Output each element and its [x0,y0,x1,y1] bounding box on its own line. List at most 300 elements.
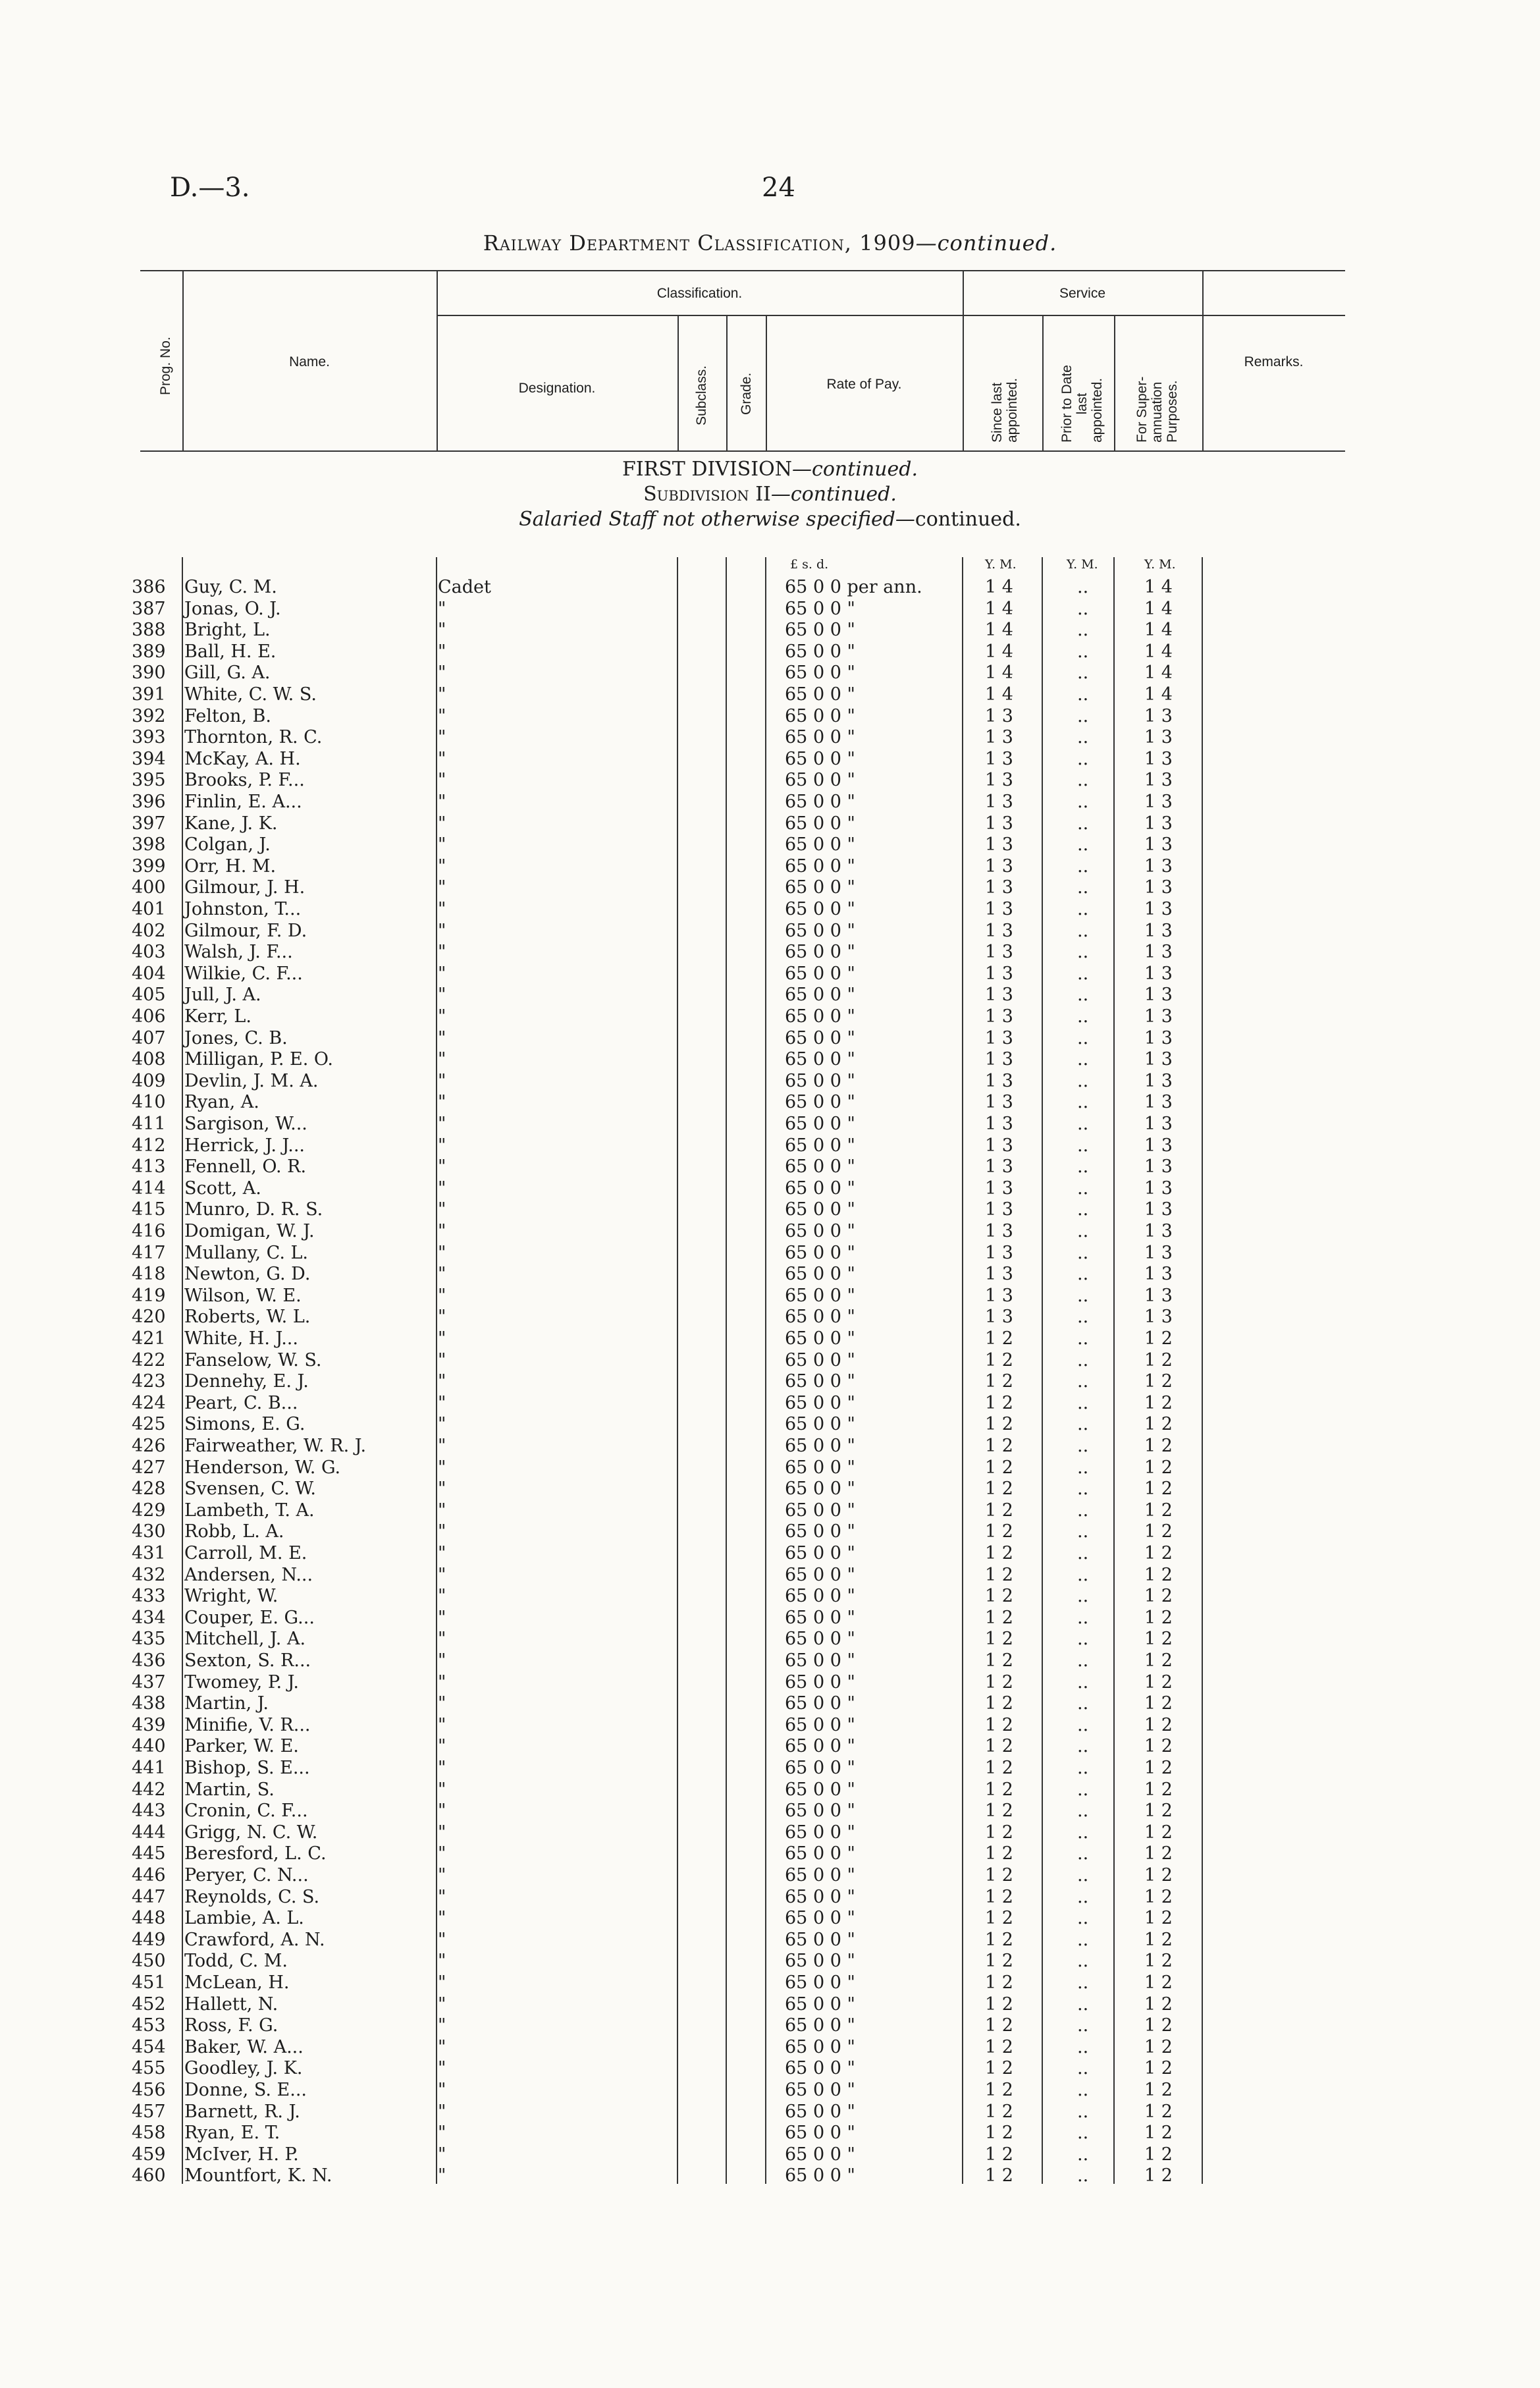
rate-of-pay: 65 0 0 " [785,1865,855,1886]
header-since-last: Since last appointed. [990,377,1020,443]
table-row [0,1393,1540,1415]
rate-of-pay: 65 0 0 " [785,1693,855,1714]
table-row [0,1693,1540,1715]
prior-to-date: .. [1077,1371,1089,1392]
table-row [0,663,1540,684]
since-last-appointed: 1 3 [985,1307,1013,1328]
rate-of-pay: 65 0 0 " [785,705,855,726]
since-last-appointed: 1 2 [985,2058,1013,2079]
designation: " [438,727,446,748]
prior-to-date: .. [1077,1199,1089,1220]
since-last-appointed: 1 2 [985,1392,1013,1413]
rate-of-pay: 65 0 0 " [785,1414,855,1435]
designation: " [438,1070,446,1091]
rate-of-pay: 65 0 0 " [785,1479,855,1500]
table-row [0,1994,1540,2016]
since-last-appointed: 1 3 [985,899,1013,919]
since-last-appointed: 1 3 [985,1242,1013,1263]
designation: " [438,1457,446,1478]
table-row [0,1672,1540,1694]
rate-of-pay: 65 0 0 " [785,1135,855,1156]
prog-no: 426 [132,1436,166,1456]
prior-to-date: .. [1077,963,1089,984]
prog-no: 430 [132,1521,166,1542]
prog-no: 399 [132,855,166,877]
header-name: Name. [289,354,330,369]
header-service: Service [1059,286,1106,301]
designation: " [438,1994,446,2015]
prior-to-date: .. [1077,942,1089,963]
rate-of-pay: 65 0 0 " [785,792,855,812]
employee-name: Munro, D. R. S. [184,1199,323,1220]
designation: " [438,2123,446,2144]
designation: " [438,748,446,769]
table-row [0,1500,1540,1522]
table-row [0,1135,1540,1157]
designation: " [438,1114,446,1134]
prior-to-date: .. [1077,1307,1089,1328]
table-row [0,792,1540,813]
employee-name: Kane, J. K. [184,813,278,834]
prog-no: 438 [132,1693,166,1714]
since-last-appointed: 1 2 [985,1650,1013,1671]
table-row [0,921,1540,942]
superannuation: 1 2 [1144,1371,1173,1392]
header-remarks: Remarks. [1244,354,1304,369]
designation: " [438,1929,446,1950]
rate-of-pay: 65 0 0 " [785,899,855,919]
employee-name: Johnston, T... [184,899,302,919]
superannuation: 1 2 [1144,1671,1173,1693]
prior-to-date: .. [1077,684,1089,705]
employee-name: Ross, F. G. [184,2015,279,2036]
employee-name: Roberts, W. L. [184,1307,311,1328]
table-row [0,1586,1540,1608]
prior-to-date: .. [1077,1349,1089,1370]
rate-of-pay: 65 0 0 " [785,1929,855,1950]
since-last-appointed: 1 2 [985,1436,1013,1456]
prog-no: 429 [132,1500,166,1521]
rate-of-pay: 65 0 0 " [785,1264,855,1285]
subdivision-title: Subdivision II—continued. [643,483,897,506]
designation: " [438,1736,446,1757]
since-last-appointed: 1 2 [985,1736,1013,1757]
designation: " [438,855,446,877]
designation: " [438,1972,446,1993]
designation: " [438,663,446,684]
prog-no: 441 [132,1758,166,1778]
since-last-appointed: 1 3 [985,748,1013,769]
prog-no: 394 [132,748,166,769]
superannuation: 1 2 [1144,1951,1173,1972]
header-designation: Designation. [518,381,596,396]
table-row [0,1092,1540,1114]
rate-of-pay: 65 0 0 " [785,663,855,684]
prog-no: 391 [132,684,166,705]
superannuation: 1 3 [1144,1221,1173,1241]
table-row [0,1779,1540,1801]
employee-name: Mountfort, K. N. [184,2165,332,2186]
superannuation: 1 2 [1144,2165,1173,2186]
since-last-appointed: 1 2 [985,1414,1013,1435]
prog-no: 398 [132,834,166,855]
since-last-appointed: 1 4 [985,684,1013,705]
prior-to-date: .. [1077,2123,1089,2144]
employee-name: Wilkie, C. F... [184,963,303,984]
prog-no: 425 [132,1414,166,1435]
prog-no: 445 [132,1843,166,1864]
since-last-appointed: 1 3 [985,813,1013,834]
prior-to-date: .. [1077,792,1089,812]
superannuation: 1 3 [1144,792,1173,812]
employee-name: Sargison, W... [184,1114,307,1134]
superannuation: 1 2 [1144,1586,1173,1607]
prior-to-date: .. [1077,1436,1089,1456]
designation: " [438,1543,446,1563]
table-row [0,599,1540,620]
designation: " [438,942,446,963]
table-row [0,899,1540,921]
designation: " [438,1671,446,1693]
prior-to-date: .. [1077,1392,1089,1413]
designation: " [438,620,446,641]
employee-name: McIver, H. P. [184,2144,299,2165]
prior-to-date: .. [1077,2036,1089,2057]
table-row [0,1565,1540,1587]
superannuation: 1 3 [1144,985,1173,1006]
prior-to-date: .. [1077,2080,1089,2100]
designation: " [438,1822,446,1843]
prior-to-date: .. [1077,1929,1089,1950]
since-last-appointed: 1 2 [985,1886,1013,1907]
prior-to-date: .. [1077,1414,1089,1435]
table-row [0,2058,1540,2080]
superannuation: 1 3 [1144,1199,1173,1220]
prior-to-date: .. [1077,1114,1089,1134]
header-rate-of-pay: Rate of Pay. [826,377,902,392]
prog-no: 392 [132,705,166,726]
employee-name: Bishop, S. E... [184,1758,310,1778]
superannuation: 1 4 [1144,663,1173,684]
table-row [0,1156,1540,1178]
table-row [0,1801,1540,1822]
prog-no: 400 [132,877,166,898]
superannuation: 1 2 [1144,1779,1173,1800]
prog-no: 437 [132,1671,166,1693]
prior-to-date: .. [1077,577,1089,597]
prior-to-date: .. [1077,1801,1089,1822]
rate-of-pay: 65 0 0 " [785,1242,855,1263]
employee-name: Simons, E. G. [184,1414,305,1435]
prior-to-date: .. [1077,1027,1089,1048]
designation: " [438,598,446,619]
prog-no: 409 [132,1070,166,1091]
table-row [0,1479,1540,1500]
prior-to-date: .. [1077,1264,1089,1285]
superannuation: 1 3 [1144,813,1173,834]
superannuation: 1 3 [1144,1264,1173,1285]
superannuation: 1 2 [1144,1414,1173,1435]
title-main: Railway Department Classification, 1909 [483,231,916,256]
prog-no: 420 [132,1307,166,1328]
since-last-appointed: 1 3 [985,792,1013,812]
rate-of-pay: 65 0 0 " [785,985,855,1006]
superannuation: 1 2 [1144,1457,1173,1478]
designation: " [438,770,446,791]
superannuation: 1 3 [1144,1307,1173,1328]
designation: " [438,2036,446,2057]
prog-no: 432 [132,1564,166,1585]
superannuation: 1 3 [1144,748,1173,769]
rate-of-pay: 65 0 0 " [785,1607,855,1628]
prior-to-date: .. [1077,1736,1089,1757]
table-row [0,1436,1540,1457]
since-last-appointed: 1 2 [985,1801,1013,1822]
prior-to-date: .. [1077,1242,1089,1263]
table-row [0,2080,1540,2102]
superannuation: 1 2 [1144,1736,1173,1757]
designation: " [438,705,446,726]
designation: " [438,899,446,919]
designation: Cadet [438,577,491,597]
superannuation: 1 3 [1144,1135,1173,1156]
employee-name: Martin, S. [184,1779,275,1800]
since-last-appointed: 1 2 [985,1543,1013,1563]
designation: " [438,1586,446,1607]
designation: " [438,1135,446,1156]
prog-no: 424 [132,1392,166,1413]
prog-no: 433 [132,1586,166,1607]
since-last-appointed: 1 3 [985,1264,1013,1285]
employee-name: Jull, J. A. [184,985,261,1006]
prog-no: 459 [132,2144,166,2165]
prior-to-date: .. [1077,1285,1089,1306]
table-row [0,1715,1540,1737]
since-last-appointed: 1 3 [985,1178,1013,1199]
superannuation: 1 2 [1144,1650,1173,1671]
since-last-appointed: 1 2 [985,1908,1013,1929]
rate-of-pay: 65 0 0 " [785,598,855,619]
designation: " [438,1371,446,1392]
prior-to-date: .. [1077,1586,1089,1607]
prog-no: 421 [132,1328,166,1349]
rate-of-pay: 65 0 0 " [785,1349,855,1370]
table-row [0,1243,1540,1264]
designation: " [438,985,446,1006]
employee-name: Robb, L. A. [184,1521,284,1542]
table-row [0,1521,1540,1543]
superannuation: 1 2 [1144,1479,1173,1500]
employee-name: Jonas, O. J. [184,598,281,619]
designation: " [438,877,446,898]
rate-of-pay: 65 0 0 " [785,1543,855,1563]
superannuation: 1 4 [1144,577,1173,597]
designation: " [438,1049,446,1070]
prior-to-date: .. [1077,1070,1089,1091]
prior-to-date: .. [1077,1135,1089,1156]
prior-to-date: .. [1077,1693,1089,1714]
table-row [0,749,1540,771]
prog-no: 401 [132,899,166,919]
rate-of-pay: 65 0 0 " [785,1392,855,1413]
prog-no: 442 [132,1779,166,1800]
header-prior-to-date: Prior to Date last appointed. [1059,365,1105,443]
designation: " [438,1714,446,1735]
designation: " [438,2144,446,2165]
since-last-appointed: 1 2 [985,2144,1013,2165]
since-last-appointed: 1 2 [985,1714,1013,1735]
prog-no: 448 [132,1908,166,1929]
employee-name: Couper, E. G... [184,1607,315,1628]
superannuation: 1 2 [1144,1865,1173,1886]
table-row [0,641,1540,663]
rate-of-pay: 65 0 0 " [785,2144,855,2165]
since-last-appointed: 1 2 [985,1779,1013,1800]
prog-no: 397 [132,813,166,834]
rate-of-pay: 65 0 0 " [785,834,855,855]
superannuation: 1 3 [1144,877,1173,898]
table-row [0,1736,1540,1758]
designation: " [438,641,446,662]
employee-name: Svensen, C. W. [184,1479,316,1500]
rate-of-pay: 65 0 0 " [785,1436,855,1456]
employee-name: Dennehy, E. J. [184,1371,309,1392]
prior-to-date: .. [1077,620,1089,641]
table-row [0,1114,1540,1135]
rate-of-pay: 65 0 0 " [785,877,855,898]
prior-to-date: .. [1077,1650,1089,1671]
prog-no: 434 [132,1607,166,1628]
division-title: FIRST DIVISION—continued. [622,458,918,481]
prior-to-date: .. [1077,1178,1089,1199]
prior-to-date: .. [1077,1006,1089,1027]
since-last-appointed: 1 2 [985,2123,1013,2144]
employee-name: Newton, G. D. [184,1264,311,1285]
designation: " [438,1285,446,1306]
since-last-appointed: 1 2 [985,1822,1013,1843]
since-last-appointed: 1 2 [985,2165,1013,2186]
designation: " [438,1607,446,1628]
designation: " [438,1908,446,1929]
rate-of-pay: 65 0 0 " [785,684,855,705]
table-row [0,942,1540,963]
table-header [140,270,1345,452]
since-last-appointed: 1 2 [985,2015,1013,2036]
prog-no: 456 [132,2080,166,2100]
since-last-appointed: 1 3 [985,834,1013,855]
prior-to-date: .. [1077,1994,1089,2015]
rate-of-pay: 65 0 0 " [785,727,855,748]
prog-no: 457 [132,2101,166,2122]
table-row [0,1006,1540,1028]
table-row [0,1071,1540,1093]
since-last-appointed: 1 3 [985,1114,1013,1134]
prog-no: 436 [132,1650,166,1671]
since-last-appointed: 1 2 [985,1758,1013,1778]
table-row [0,1307,1540,1328]
prior-to-date: .. [1077,985,1089,1006]
since-last-appointed: 1 3 [985,1135,1013,1156]
employee-name: White, C. W. S. [184,684,317,705]
designation: " [438,2058,446,2079]
units-super: Y. M. [1144,557,1176,572]
employee-name: Wright, W. [184,1586,279,1607]
superannuation: 1 2 [1144,1607,1173,1628]
designation: " [438,1027,446,1048]
rate-of-pay: 65 0 0 " [785,2123,855,2144]
since-last-appointed: 1 2 [985,1671,1013,1693]
designation: " [438,792,446,812]
table-row [0,2144,1540,2166]
prog-no: 439 [132,1714,166,1735]
rate-of-pay: 65 0 0 " [785,1307,855,1328]
since-last-appointed: 1 2 [985,1607,1013,1628]
prog-no: 450 [132,1951,166,1972]
rate-of-pay: 65 0 0 " [785,1156,855,1178]
rate-of-pay: 65 0 0 " [785,2015,855,2036]
prog-no: 453 [132,2015,166,2036]
superannuation: 1 2 [1144,1543,1173,1563]
prior-to-date: .. [1077,1500,1089,1521]
designation: " [438,1392,446,1413]
designation: " [438,2080,446,2100]
rate-of-pay: 65 0 0 " [785,620,855,641]
rate-of-pay: 65 0 0 " [785,963,855,984]
superannuation: 1 3 [1144,834,1173,855]
prior-to-date: .. [1077,727,1089,748]
since-last-appointed: 1 2 [985,2036,1013,2057]
since-last-appointed: 1 2 [985,1865,1013,1886]
superannuation: 1 2 [1144,1822,1173,1843]
employee-name: Parker, W. E. [184,1736,299,1757]
superannuation: 1 2 [1144,1758,1173,1778]
superannuation: 1 2 [1144,1972,1173,1993]
table-row [0,834,1540,856]
table-row [0,1328,1540,1350]
table-row [0,770,1540,792]
rate-of-pay: 65 0 0 " [785,1564,855,1585]
prog-no: 419 [132,1285,166,1306]
rate-of-pay: 65 0 0 " [785,2058,855,2079]
rate-of-pay: 65 0 0 " [785,1006,855,1027]
designation: " [438,1886,446,1907]
table-row [0,1371,1540,1393]
table-row [0,1629,1540,1650]
prior-to-date: .. [1077,899,1089,919]
since-last-appointed: 1 4 [985,641,1013,662]
superannuation: 1 3 [1144,1178,1173,1199]
prior-to-date: .. [1077,1092,1089,1113]
since-last-appointed: 1 3 [985,1027,1013,1048]
designation: " [438,1006,446,1027]
superannuation: 1 2 [1144,1436,1173,1456]
page-reference: D.—3. [170,173,250,203]
employee-name: Gill, G. A. [184,663,271,684]
employee-name: Carroll, M. E. [184,1543,307,1563]
since-last-appointed: 1 2 [985,1479,1013,1500]
designation: " [438,1436,446,1456]
superannuation: 1 2 [1144,2058,1173,2079]
prior-to-date: .. [1077,834,1089,855]
designation: " [438,1242,446,1263]
superannuation: 1 2 [1144,1349,1173,1370]
employee-name: Grigg, N. C. W. [184,1822,318,1843]
employee-name: Todd, C. M. [184,1951,288,1972]
since-last-appointed: 1 3 [985,1285,1013,1306]
table-row [0,1865,1540,1887]
title-continued: —continued. [915,231,1057,256]
since-last-appointed: 1 3 [985,942,1013,963]
